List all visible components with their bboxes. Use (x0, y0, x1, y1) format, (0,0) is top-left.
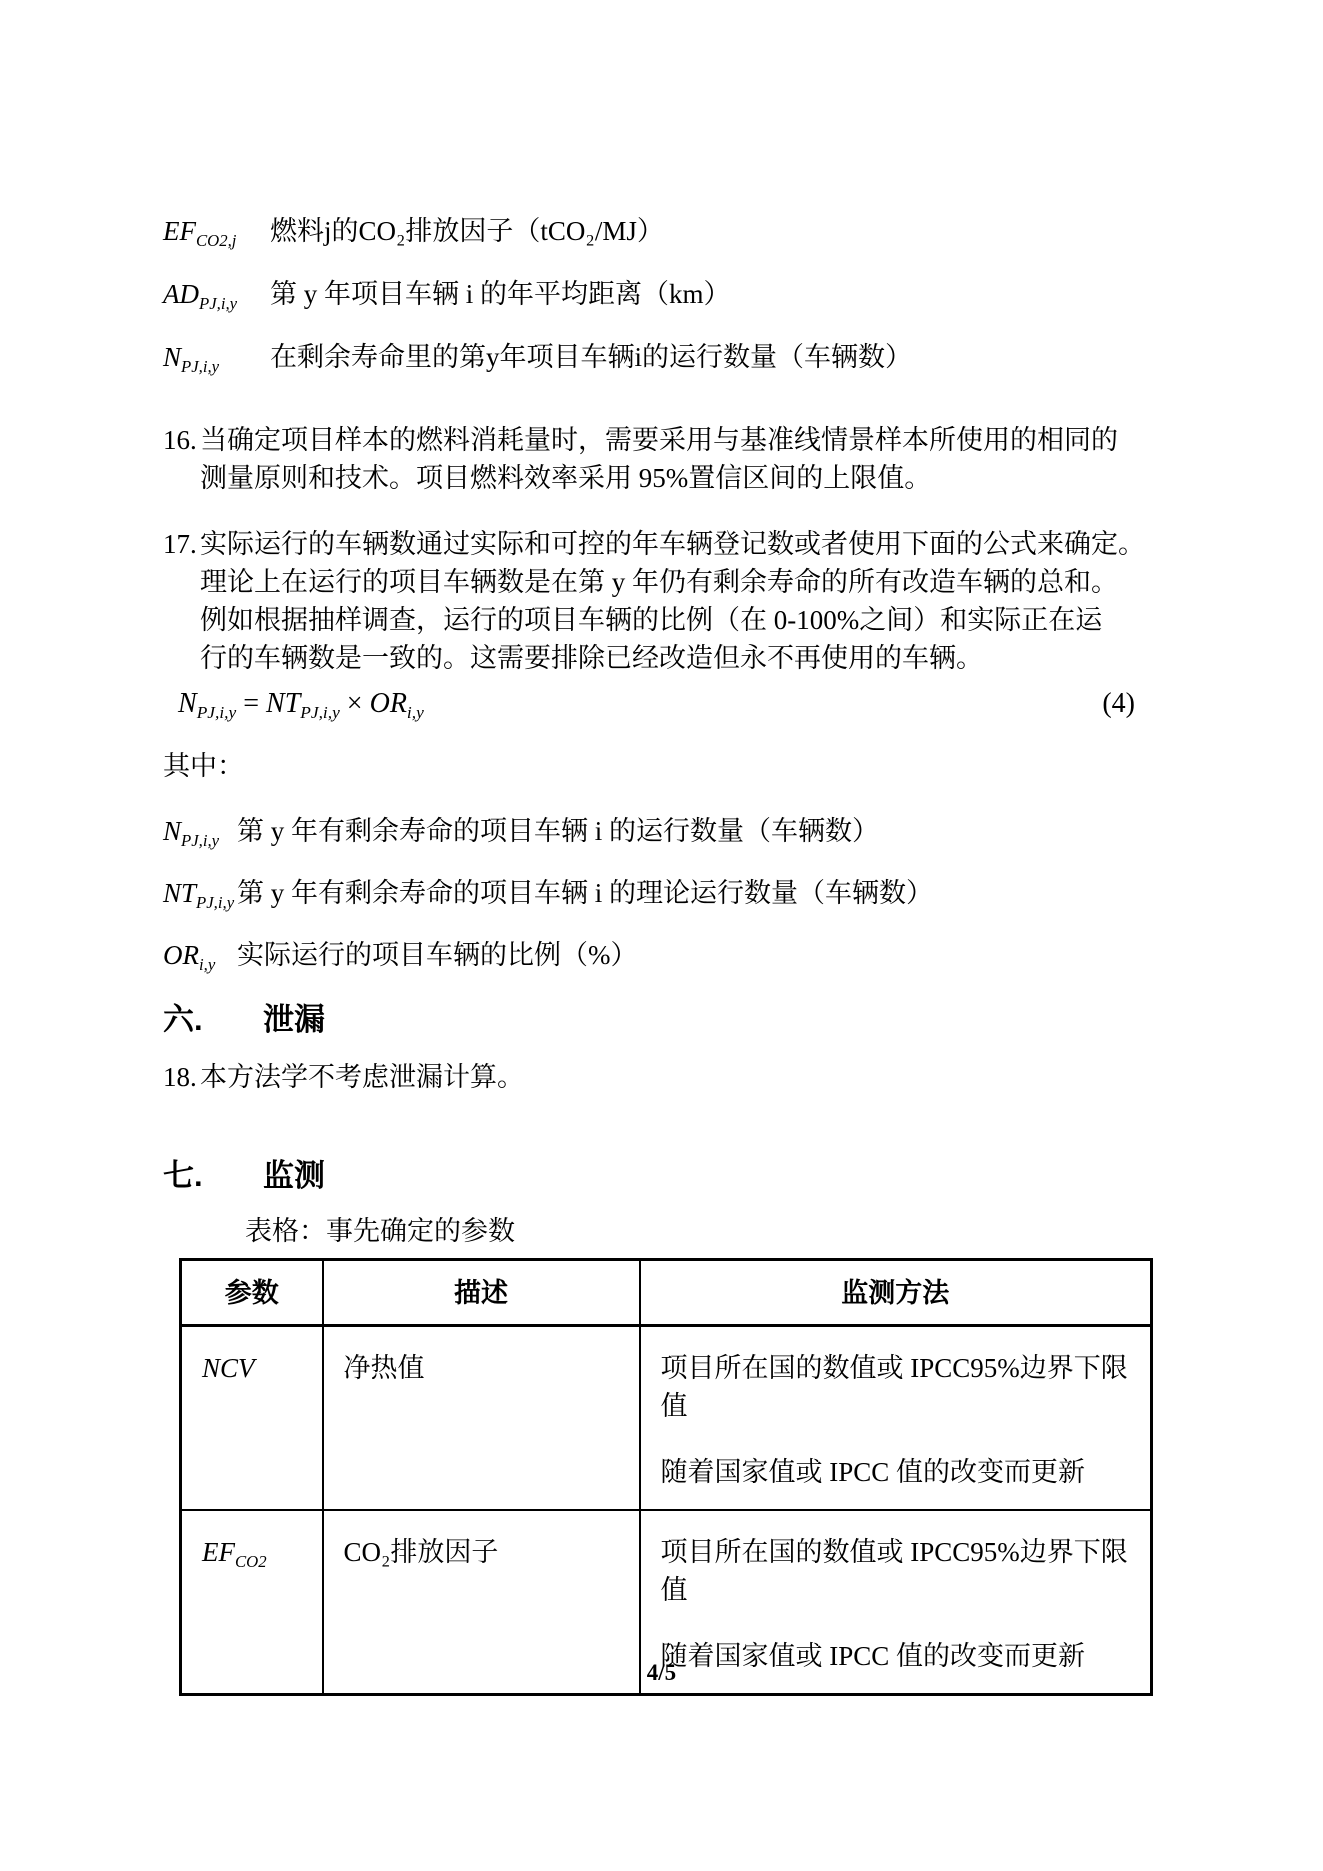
paragraph-number: 17. (163, 529, 197, 559)
definition-text: 在剩余寿命里的第y年项目车辆i的运行数量（车辆数） (270, 342, 913, 372)
table-header-row (181, 1260, 1152, 1326)
section-heading-leakage (163, 998, 1160, 1042)
definition-row (163, 275, 1160, 313)
equation-expression: $N_{PJ,i,y} = NT_{PJ,i,y} \times OR_{i,y}$ (178, 688, 424, 723)
column-header-description: 描述 (323, 1260, 640, 1326)
method-line: 项目所在国的数值或 IPCC95%边界下限值 (660, 1537, 1128, 1605)
column-header-parameter: 参数 (181, 1260, 323, 1326)
method-line: 项目所在国的数值或 IPCC95%边界下限值 (660, 1353, 1128, 1421)
definition-text: 第 y 年有剩余寿命的项目车辆 i 的理论运行数量（车辆数） (237, 878, 934, 908)
definition-text: 第 y 年项目车辆 i 的年平均距离（km） (270, 279, 731, 309)
table-row (181, 1326, 1152, 1511)
parameters-table (179, 1258, 1153, 1696)
paragraph-number: 18. (163, 1062, 197, 1092)
equation-number: (4) (1102, 688, 1135, 719)
variable-or-iy: $OR_{i,y}$ (163, 940, 216, 974)
definition-row (163, 812, 1160, 850)
paragraph-number: 16. (163, 425, 197, 455)
column-header-method: 监测方法 (640, 1260, 1152, 1326)
definitions-group (163, 812, 1160, 974)
section-title: 监测 (263, 1158, 325, 1193)
cell-method (640, 1326, 1152, 1511)
document-body (163, 212, 1160, 1696)
cell-description: 净热值 (323, 1326, 640, 1511)
section-heading-monitoring (163, 1154, 1160, 1198)
paragraph-17 (163, 525, 1160, 677)
paragraph-line: 行的车辆数是一致的。这需要排除已经改造但永不再使用的车辆。 (200, 643, 983, 673)
paragraph-text: 本方法学不考虑泄漏计算。 (200, 1062, 524, 1092)
paragraph-line: 理论上在运行的项目车辆数是在第 y 年仍有剩余寿命的所有改造车辆的总和。 (200, 567, 1118, 597)
cell-parameter-efco2: $EF_{CO2}$ (181, 1510, 323, 1695)
variable-nt-pjiy: $NT_{PJ,i,y}$ (163, 878, 235, 912)
page-number: 4/5 (646, 1660, 677, 1685)
table-caption: 表格：事先确定的参数 (245, 1216, 515, 1246)
definition-text: 燃料j的CO₂排放因子（tCO₂/MJ） (270, 216, 664, 246)
definition-row (163, 936, 1160, 974)
section-number: 七. (163, 1158, 203, 1193)
cell-parameter-ncv: NCV (181, 1326, 323, 1511)
variable-ef-co2j: $EF_{CO2,j}$ (163, 216, 237, 250)
paragraph-line: 实际运行的车辆数通过实际和可控的年车辆登记数或者使用下面的公式来确定。 (200, 529, 1145, 559)
section-title: 泄漏 (263, 1002, 325, 1037)
paragraph-line: 当确定项目样本的燃料消耗量时，需要采用与基准线情景样本所使用的相同的 (200, 425, 1118, 455)
variable-ad-pjiy: $AD_{PJ,i,y}$ (163, 279, 238, 313)
paragraph-text (200, 421, 1160, 497)
definition-text: 实际运行的项目车辆的比例（%） (237, 940, 638, 970)
section-number: 六. (163, 1002, 203, 1037)
paragraph-line: 测量原则和技术。项目燃料效率采用 95%置信区间的上限值。 (200, 463, 932, 493)
paragraph-text (200, 525, 1160, 677)
variable-n-pjiy: $N_{PJ,i,y}$ (163, 816, 220, 850)
method-line: 随着国家值或 IPCC 值的改变而更新 (660, 1457, 1086, 1487)
definition-text: 第 y 年有剩余寿命的项目车辆 i 的运行数量（车辆数） (237, 816, 880, 846)
paragraph-18 (163, 1058, 1160, 1096)
equation-4 (178, 685, 1160, 723)
variable-n-pjiy: $N_{PJ,i,y}$ (163, 342, 220, 376)
where-label: 其中： (163, 751, 244, 781)
method-line: 随着国家值或 IPCC 值的改变而更新 (660, 1641, 1086, 1671)
cell-description: CO₂排放因子 (323, 1510, 640, 1695)
definition-row (163, 874, 1160, 912)
definition-row (163, 338, 1160, 376)
paragraph-16 (163, 421, 1160, 497)
definition-row (163, 212, 1160, 250)
paragraph-line: 例如根据抽样调查，运行的项目车辆的比例（在 0-100%之间）和实际正在运 (200, 605, 1103, 635)
